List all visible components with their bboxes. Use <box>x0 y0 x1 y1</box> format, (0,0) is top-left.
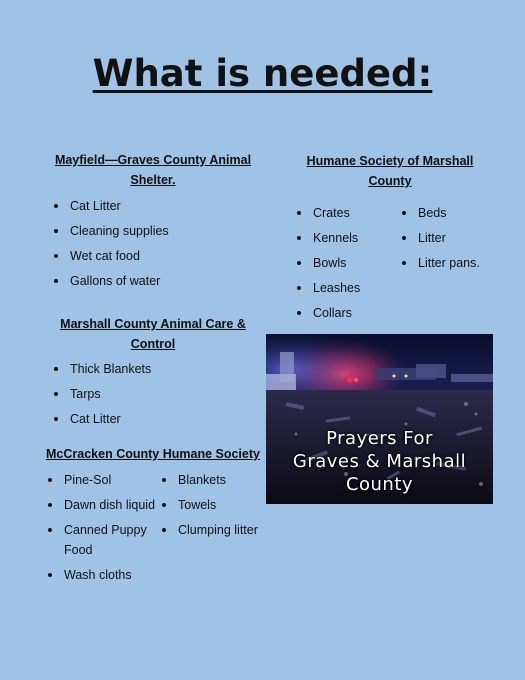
list-item: Bowls <box>297 253 360 273</box>
mccracken-list-col1 <box>48 470 160 590</box>
list-item: Wet cat food <box>54 246 169 266</box>
list-item: Litter pans. <box>402 253 480 273</box>
marshall-control-heading-line1: Marshall County Animal Care & <box>60 317 246 331</box>
photo-caption-line2: Graves & Marshall <box>292 451 467 472</box>
list-item: Wash cloths <box>48 565 160 585</box>
list-item: Clumping litter <box>162 520 258 540</box>
list-item: Crates <box>297 203 360 223</box>
mayfield-heading <box>46 150 260 190</box>
list-item <box>48 520 160 560</box>
photo-caption-line3: County <box>345 474 414 495</box>
list-item: Collars <box>297 303 360 323</box>
humane-marshall-list-col2 <box>402 203 480 278</box>
mayfield-list <box>54 196 169 296</box>
humane-marshall-heading-line1: Humane Society of Marshall <box>306 154 474 168</box>
mccracken-list-col2 <box>162 470 258 545</box>
marshall-control-list <box>54 359 151 434</box>
list-item: Leashes <box>297 278 360 298</box>
list-item: Beds <box>402 203 480 223</box>
storm-damage-photo <box>266 334 493 504</box>
photo-caption-line1: Prayers For <box>326 428 433 449</box>
mayfield-heading-line1: Mayfield—Graves County Animal <box>54 153 252 167</box>
list-item: Blankets <box>162 470 258 490</box>
mayfield-heading-line2: Shelter. <box>130 173 176 187</box>
list-item: Tarps <box>54 384 151 404</box>
list-item: Cat Litter <box>54 409 151 429</box>
list-item-line: Canned Puppy <box>64 523 147 537</box>
mccracken-heading <box>40 444 266 464</box>
marshall-control-heading-line2: Control <box>130 337 176 351</box>
list-item: Litter <box>402 228 480 248</box>
list-item: Gallons of water <box>54 271 169 291</box>
list-item: Cleaning supplies <box>54 221 169 241</box>
list-item: Dawn dish liquid <box>48 495 160 515</box>
page-title: What is needed: <box>92 52 433 95</box>
humane-marshall-heading-line2: County <box>368 174 412 188</box>
mccracken-heading-text: McCracken County Humane Society <box>46 447 260 461</box>
humane-marshall-list-col1 <box>297 203 360 328</box>
list-item-line: Food <box>64 543 93 557</box>
list-item: Kennels <box>297 228 360 248</box>
list-item: Pine-Sol <box>48 470 160 490</box>
marshall-control-heading <box>46 314 260 354</box>
list-item: Towels <box>162 495 258 515</box>
humane-marshall-heading <box>290 151 490 191</box>
list-item: Cat Litter <box>54 196 169 216</box>
list-item: Thick Blankets <box>54 359 151 379</box>
